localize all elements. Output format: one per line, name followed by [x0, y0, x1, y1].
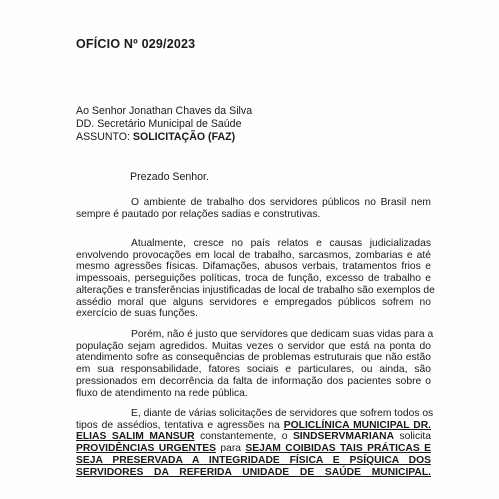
request-detail-line: SERVIDORES DA REFERIDA UNIDADE DE SAÚDE MUNICIPAL. [76, 466, 431, 478]
salutation: Prezado Senhor. [130, 171, 209, 183]
paragraph-line [76, 443, 431, 455]
paragraph-text: constantemente, o [194, 431, 293, 443]
paragraph-line [76, 431, 431, 443]
subject-value: SOLICITAÇÃO (FAZ) [132, 131, 236, 143]
paragraph-line: Atualmente, cresce no país relatos e causas judicializadas [131, 238, 431, 249]
addressee-name: Ao Senhor Jonathan Chaves da Silva [76, 105, 253, 117]
paragraph-line: fluxo de atendimento na rede pública. [76, 387, 248, 399]
paragraph-2 [76, 238, 435, 320]
paragraph-4 [76, 408, 434, 478]
paragraph-line: sempre é pautado por relações sadias e construtivas. [76, 208, 321, 220]
paragraph-line: alterações e transferências injustificadas de local de trabalho são exemplos de [76, 284, 435, 296]
addressee-role: DD. Secretário Municipal de Saúde [76, 118, 242, 130]
union-name: SINDSERVMARIANA [292, 431, 395, 443]
paragraph-line: exercício de suas funções. [76, 308, 198, 320]
subject-line [76, 131, 235, 144]
paragraph-line: população sejam agredidos. Muitas vezes o servidor que está na ponta do [76, 340, 431, 352]
paragraph-line: assédio moral que alguns servidores e empregados públicos sofrem no [76, 296, 431, 308]
letter-title: OFÍCIO Nº 029/2023 [76, 37, 196, 51]
paragraph-line: O ambiente de trabalho dos servidores públicos no Brasil nem [131, 197, 431, 208]
paragraph-3 [76, 329, 434, 399]
policlinic-name-cont: ELIAS SALIM MANSUR [76, 431, 195, 443]
paragraph-line: Porém, não é justo que servidores que dedicam suas vidas para a [131, 329, 434, 340]
paragraph-line: pressionados em decorrência da falta de informação dos pacientes sobre o [76, 375, 431, 387]
paragraph-line [76, 420, 431, 432]
paragraph-line: E, diante de várias solicitações de servidores que sofrem todos os [131, 408, 434, 419]
request-detail-line: SEJA PRESERVADA A INTEGRIDADE FÍSICA E PSÍQUICA DOS [76, 454, 431, 466]
paragraph-line: atendimento sofre as consequências de problemas estruturais que não estão [76, 352, 431, 364]
policlinic-name: POLICLÍNICA MUNICIPAL DR. [283, 419, 432, 431]
paragraph-line: mesmo agressões físicas. Difamações, abusos verbais, tratamentos frios e [76, 261, 431, 273]
paragraph-line: em sua responsabilidade, fatores sociais e particulares, ou ainda, são [76, 364, 431, 376]
paragraph-text: solicita [394, 431, 431, 443]
subject-label: ASSUNTO: [76, 131, 133, 143]
paragraph-1 [76, 197, 431, 220]
paragraph-line: impessoais, perseguições políticas, troca de função, excesso de trabalho e [76, 273, 431, 285]
paragraph-line: envolvendo provocações em local de trabalho, sarcasmos, zombarias e até [76, 249, 431, 261]
request-detail: SEJAM COIBIDAS TAIS PRÁTICAS E [245, 443, 431, 455]
paragraph-text: tipos de assédios, tentativa e agressões na [76, 419, 284, 431]
urgent-request: PROVIDÊNCIAS URGENTES [76, 443, 216, 455]
paragraph-text: para [216, 443, 246, 455]
